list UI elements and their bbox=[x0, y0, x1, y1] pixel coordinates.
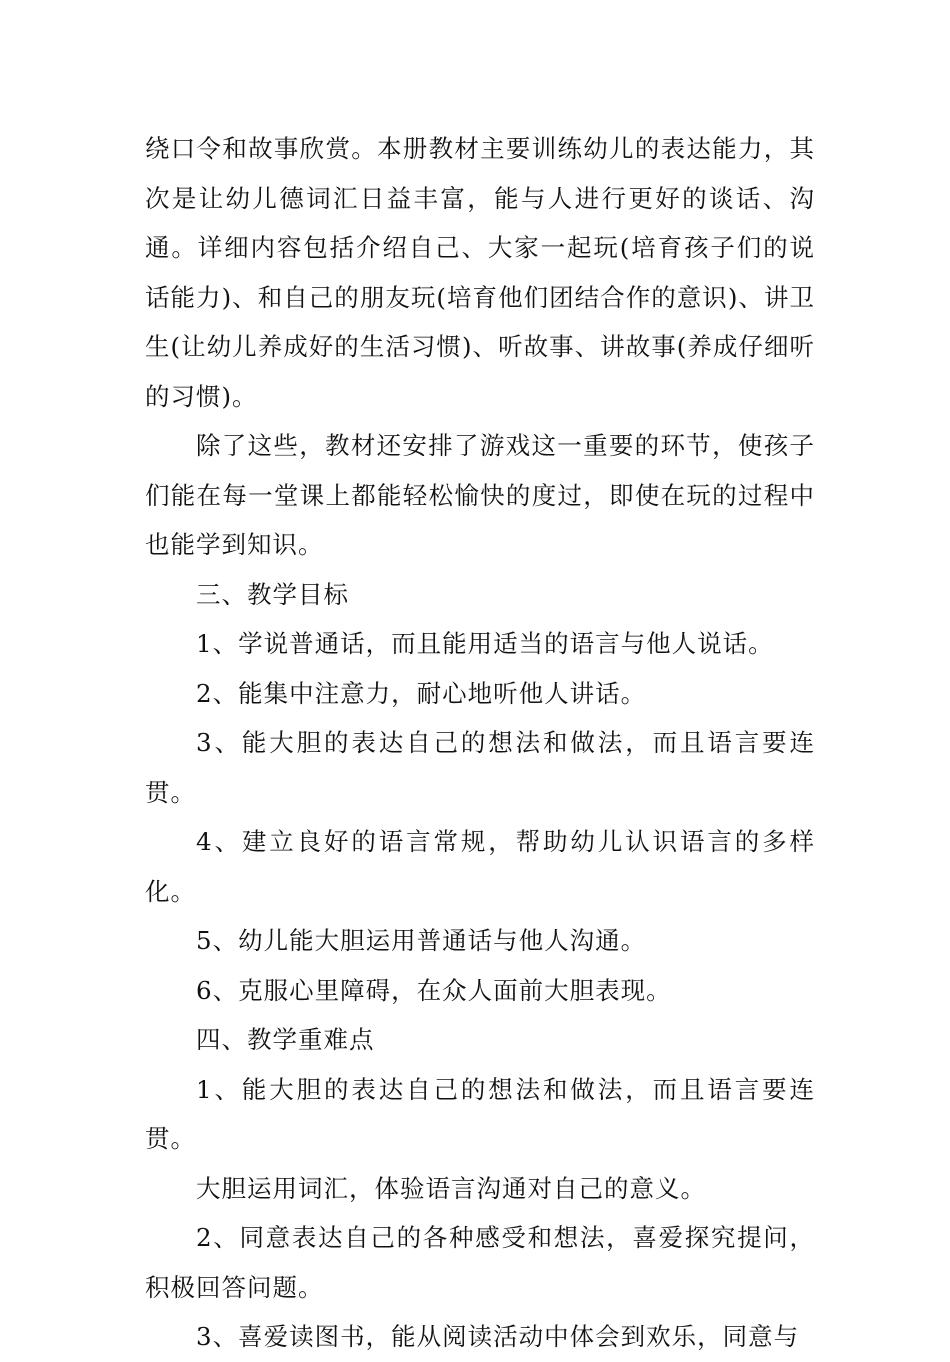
goal-item-1: 1、学说普通话，而且能用适当的语言与他人说话。 bbox=[196, 629, 774, 658]
goal-item-2: 2、能集中注意力，耐心地听他人讲话。 bbox=[196, 678, 647, 708]
heading-key-difficulties: 四、教学重难点 bbox=[196, 1025, 375, 1054]
goal-item-4: 4、建立良好的语言常规，帮助幼儿认识语言的多样化。 bbox=[145, 827, 815, 906]
goal-item-5: 5、幼儿能大胆运用普通话与他人沟通。 bbox=[196, 926, 647, 955]
goal-item-6: 6、克服心里障碍，在众人面前大胆表现。 bbox=[196, 975, 672, 1005]
difficulty-item-2: 2、同意表达自己的各种感受和想法，喜爱探究提问，积极回答问题。 bbox=[145, 1223, 815, 1302]
difficulty-item-1-detail: 大胆运用词汇，体验语言沟通对自己的意义。 bbox=[196, 1173, 706, 1203]
heading-teaching-goals: 三、教学目标 bbox=[196, 579, 349, 609]
document-body bbox=[145, 124, 815, 1362]
paragraph-games: 除了这些，教材还安排了游戏这一重要的环节，使孩子们能在每一堂课上都能轻松愉快的度过，即使在玩的过程中也能学到知识。 bbox=[145, 431, 815, 559]
difficulty-item-3: 3、喜爱读图书，能从阅读活动中体会到欢乐，同意与 bbox=[196, 1322, 800, 1351]
paragraph-curriculum-content: 绕口令和故事欣赏。本册教材主要训练幼儿的表达能力，其次是让幼儿德词汇日益丰富，能与人进行更好的谈话、沟通。详细内容包括介绍自己、大家一起玩(培育孩子们的说话能力)、和自己的朋友玩(培育他们团结合作的意识)、讲卫生(让幼儿养成好的生活习惯)、听故事、讲故事(养成仔细听的习惯)。 bbox=[145, 134, 815, 411]
goal-item-3: 3、能大胆的表达自己的想法和做法，而且语言要连贯。 bbox=[145, 728, 815, 807]
difficulty-item-1: 1、能大胆的表达自己的想法和做法，而且语言要连贯。 bbox=[145, 1074, 815, 1153]
